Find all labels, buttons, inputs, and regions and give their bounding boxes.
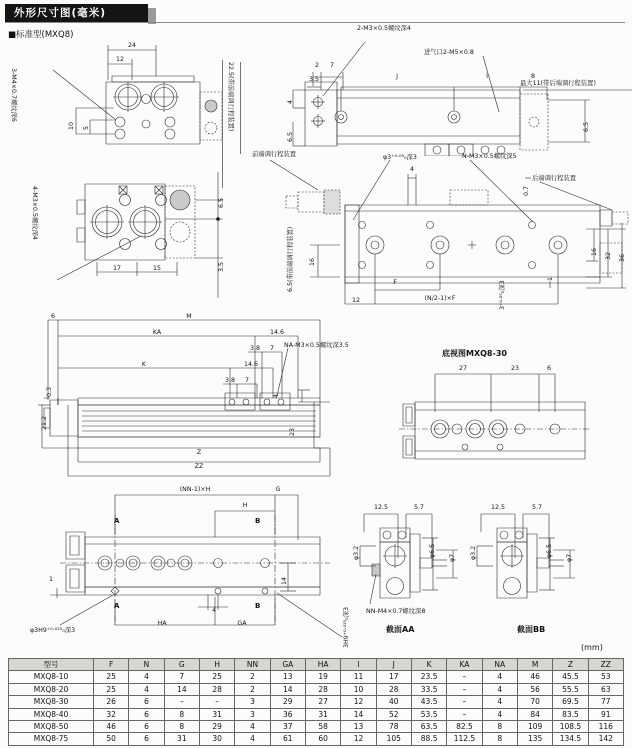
bv-dim-15: 15: [152, 265, 162, 272]
table-cell: 6: [129, 708, 164, 720]
column-header: I: [341, 659, 376, 671]
table-cell: MXQ8-30: [9, 696, 94, 708]
table-cell: 6: [129, 721, 164, 733]
sv-dim-F: F: [393, 279, 397, 286]
table-cell: 135: [517, 733, 552, 745]
bv-dim-3-5: 3.5: [218, 261, 225, 272]
column-header: J: [376, 659, 411, 671]
fv-dim-24: 24: [127, 42, 137, 49]
table-cell: 4: [482, 708, 517, 720]
table-cell: 14: [341, 708, 376, 720]
table-cell: –: [447, 696, 482, 708]
table-cell: 17: [376, 671, 411, 683]
aa-dim-3-2: φ3.2: [353, 545, 360, 560]
table-row: [9, 733, 624, 745]
column-header: 型号: [9, 659, 94, 671]
mv-dim-GA: GA: [237, 620, 247, 627]
table-cell: 43.5: [411, 696, 446, 708]
table-cell: 6: [129, 696, 164, 708]
column-header: NA: [482, 659, 517, 671]
bv-dim-6-5: 6.5: [218, 197, 225, 208]
bb-title: 截面BB: [517, 625, 546, 634]
ev-dim-M: M: [186, 313, 192, 320]
pv-dim-6-5-right: 6.5: [583, 121, 590, 132]
sv-dim-36: 36: [619, 253, 626, 262]
column-header: G: [164, 659, 199, 671]
mv-dim-4: 4: [211, 607, 217, 614]
bb-dim-5-7: 5.7: [531, 504, 543, 511]
table-cell: 69.5: [553, 696, 588, 708]
table-cell: 28: [376, 683, 411, 695]
pv-dim-4: 4: [287, 99, 294, 104]
pv-port-note: 进气口2-M5×0.8: [424, 49, 474, 56]
table-cell: 4: [129, 671, 164, 683]
section-aa-drawing: [352, 498, 462, 613]
table-cell: 82.5: [447, 721, 482, 733]
aa-title: 截面AA: [386, 625, 415, 634]
table-cell: 88.5: [411, 733, 446, 745]
table-cell: 7: [164, 671, 199, 683]
column-header: GA: [270, 659, 305, 671]
ev-dim-K: K: [141, 361, 147, 368]
table-cell: 30: [199, 733, 234, 745]
sv-dim-NF: (N/2-1)×F: [424, 295, 456, 302]
mv-dim-14: 14: [281, 576, 288, 585]
table-cell: 8: [482, 721, 517, 733]
ev-dim-21-2: 21.2: [41, 415, 48, 430]
table-cell: –: [447, 671, 482, 683]
pv-dim-J: J: [396, 73, 398, 80]
table-cell: –: [199, 696, 234, 708]
bb-dim-7: φ7: [566, 553, 573, 562]
mv-dim-H: H: [242, 502, 248, 509]
table-cell: 142: [588, 733, 623, 745]
ev-thread-note: NA-M3×0.5螺纹深3.5: [284, 342, 349, 349]
boundary-line: [222, 60, 223, 188]
table-cell: 8: [164, 721, 199, 733]
bv30-dim-6: 6: [546, 365, 552, 372]
bb-dim-3-2: φ3.2: [470, 545, 477, 560]
table-cell: 28: [305, 683, 340, 695]
boundary-line: [240, 62, 241, 154]
table-cell: 3: [235, 696, 270, 708]
ev-dim-7b: 7: [244, 377, 250, 384]
mount-view-drawing: [30, 485, 365, 655]
pv-dim-3-5: 3.5: [308, 76, 320, 83]
aa-dim-6-5: φ6.5: [429, 543, 436, 558]
table-cell: MXQ8-40: [9, 708, 94, 720]
bottom-view-drawing: [55, 172, 240, 298]
fv-dim-12: 12: [115, 56, 125, 63]
mv-section-B-bottom: B: [255, 602, 261, 610]
sv-dim-0-7: 0.7: [523, 185, 530, 196]
table-cell: 13: [341, 721, 376, 733]
table-cell: 4: [235, 721, 270, 733]
fv-dim-5: 5: [83, 125, 90, 130]
table-cell: 31: [164, 733, 199, 745]
table-cell: 8: [482, 733, 517, 745]
table-row: [9, 671, 624, 683]
sv-front-adjuster-note: 前端调行程装置: [252, 151, 297, 158]
table-row: [9, 683, 624, 695]
table-cell: 29: [199, 721, 234, 733]
table-cell: 25: [199, 671, 234, 683]
table-cell: 56: [517, 683, 552, 695]
table-cell: 25: [94, 671, 129, 683]
sv-pin-bottom-note: 3⁺⁰·⁰⁵₀深3: [499, 280, 506, 310]
table-cell: 63.5: [411, 721, 446, 733]
table-cell: 2: [235, 671, 270, 683]
table-cell: 45.5: [553, 671, 588, 683]
front-view-drawing: [50, 40, 242, 168]
pv-dim-8: 8: [530, 73, 536, 80]
table-cell: 116: [588, 721, 623, 733]
pv-dim-6-5-left: 6.5: [287, 131, 294, 142]
table-cell: 55.5: [553, 683, 588, 695]
side-view-drawing: [240, 148, 632, 315]
bv30-title: 底视图MXQ8-30: [442, 349, 507, 358]
sv-dim-32: 32: [605, 251, 612, 260]
ev-dim-KA: KA: [152, 329, 162, 336]
pv-dim-I: I: [486, 73, 488, 80]
table-cell: 84: [517, 708, 552, 720]
sv-dim-12: 12: [351, 297, 361, 304]
table-cell: 32: [94, 708, 129, 720]
table-cell: –: [447, 708, 482, 720]
section-bb-drawing: [469, 498, 579, 613]
pv-max-note: 最大11(带后端调行程装置): [520, 80, 596, 87]
table-cell: 91: [588, 708, 623, 720]
mv-dim-HA: HA: [157, 620, 167, 627]
sv-thread-note: N-M3×0.5螺纹深5: [462, 153, 517, 160]
table-cell: 27: [305, 696, 340, 708]
table-cell: 40: [376, 696, 411, 708]
table-cell: –: [164, 696, 199, 708]
mv-section-A-top: A: [114, 517, 120, 525]
bb-dim-6-5: φ6.5: [546, 543, 553, 558]
page-subtitle: ■标准型(MXQ8): [8, 30, 74, 40]
sv-dim-16-right: 16: [591, 247, 598, 256]
table-row: [9, 708, 624, 720]
table-cell: 108.5: [553, 721, 588, 733]
column-header: NN: [235, 659, 270, 671]
bv30-dim-27: 27: [458, 365, 468, 372]
table-cell: 23.5: [411, 671, 446, 683]
table-cell: 26: [94, 696, 129, 708]
table-cell: 46: [94, 721, 129, 733]
table-cell: 14: [270, 683, 305, 695]
aa-dim-5-7: 5.7: [413, 504, 425, 511]
sv-stroke-note: 6.5(带前端调行程装置): [287, 226, 294, 292]
pv-thread-note: 2-M3×0.5螺纹深4: [357, 25, 411, 32]
column-header: Z: [553, 659, 588, 671]
table-cell: 70: [517, 696, 552, 708]
table-cell: 4: [482, 683, 517, 695]
table-cell: 2: [235, 683, 270, 695]
table-cell: 10: [341, 683, 376, 695]
table-cell: 134.5: [553, 733, 588, 745]
table-cell: 25: [94, 683, 129, 695]
table-cell: 60: [305, 733, 340, 745]
table-cell: 4: [482, 696, 517, 708]
table-row: [9, 696, 624, 708]
table-cell: 12: [341, 733, 376, 745]
mv-dim-G: G: [275, 486, 281, 493]
table-cell: 8: [164, 708, 199, 720]
table-cell: 83.5: [553, 708, 588, 720]
elevation-drawing: [30, 312, 365, 484]
table-cell: 109: [517, 721, 552, 733]
table-cell: 61: [270, 733, 305, 745]
aa-dim-12-5: 12.5: [373, 504, 389, 511]
table-cell: 28: [199, 683, 234, 695]
bb-dim-12-5: 12.5: [490, 504, 506, 511]
ev-dim-6: 6: [50, 313, 56, 320]
column-header: N: [129, 659, 164, 671]
ev-dim-ZZ: ZZ: [194, 463, 204, 470]
table-cell: MXQ8-20: [9, 683, 94, 695]
table-cell: 14: [164, 683, 199, 695]
sv-rear-adjuster-note: 后端调行程装置: [532, 175, 577, 182]
table-cell: 112.5: [447, 733, 482, 745]
bv-thread-note: 4-M3×0.5螺纹深4: [31, 186, 38, 240]
table-cell: 37: [270, 721, 305, 733]
sv-dim-4: 4: [409, 166, 415, 173]
mv-dim-1: 1: [49, 576, 54, 583]
column-header: HA: [305, 659, 340, 671]
table-header-row: [9, 659, 624, 671]
sv-dim-16-left: 16: [309, 257, 316, 266]
mv-pin-note-right: 3H9⁺⁰·⁰²⁵₀深3: [343, 607, 350, 648]
table-cell: MXQ8-50: [9, 721, 94, 733]
table-cell: 50: [94, 733, 129, 745]
sv-dim-1: 1: [547, 276, 554, 281]
table-cell: 33.5: [411, 683, 446, 695]
bv30-dim-23: 23: [510, 365, 520, 372]
units-label: (mm): [581, 643, 603, 652]
column-header: M: [517, 659, 552, 671]
ev-dim-23: 23: [289, 427, 296, 436]
table-cell: 58: [305, 721, 340, 733]
table-cell: 29: [270, 696, 305, 708]
aa-dim-7: φ7: [449, 553, 456, 562]
table-cell: 13: [270, 671, 305, 683]
mv-dim-NNH: (NN-1)×H: [179, 486, 211, 493]
table-cell: 6: [129, 733, 164, 745]
table-cell: MXQ8-75: [9, 733, 94, 745]
table-cell: 105: [376, 733, 411, 745]
table-cell: 3: [235, 708, 270, 720]
aa-thread-note: NN-M4×0.7螺纹深8: [366, 608, 426, 615]
mv-pin-note-left: φ3H9⁺⁰·⁰²⁵₀深3: [30, 627, 76, 634]
pv-dim-7: 7: [329, 62, 335, 69]
table-cell: 11: [341, 671, 376, 683]
mv-section-B-top: B: [255, 517, 261, 525]
table-cell: 52: [376, 708, 411, 720]
table-row: [9, 721, 624, 733]
table-cell: 36: [270, 708, 305, 720]
column-header: H: [199, 659, 234, 671]
title-rule: [5, 22, 625, 23]
table-cell: 31: [199, 708, 234, 720]
fv-dim-10: 10: [68, 121, 75, 130]
table-cell: –: [447, 683, 482, 695]
plan-view-drawing: [285, 42, 632, 156]
mv-section-A-bottom: A: [114, 602, 120, 610]
table-cell: 46: [517, 671, 552, 683]
column-header: KA: [447, 659, 482, 671]
ev-dim-3-8b: 3.8: [224, 377, 236, 384]
fv-thread-note: 3-M4×0.7螺纹深6: [10, 68, 17, 122]
sv-pin-note: φ3⁺⁰·⁰⁵₀深3: [383, 154, 417, 161]
ev-dim-Z: Z: [196, 449, 202, 456]
bv-dim-17: 17: [112, 265, 122, 272]
ev-dim-7a: 7: [269, 345, 275, 352]
table-cell: 53.5: [411, 708, 446, 720]
fv-stroke-note: 22.5(带前端调行程装置): [227, 62, 234, 132]
table-cell: 4: [482, 671, 517, 683]
table-cell: 4: [235, 733, 270, 745]
table-cell: MXQ8-10: [9, 671, 94, 683]
table-cell: 4: [129, 683, 164, 695]
ev-dim-4: 4: [273, 393, 280, 398]
table-cell: 12: [341, 696, 376, 708]
page-title: 外形尺寸图(毫米): [5, 4, 148, 22]
table-cell: 77: [588, 696, 623, 708]
table-cell: 19: [305, 671, 340, 683]
column-header: ZZ: [588, 659, 623, 671]
ev-dim-0-3: 0.3: [46, 386, 53, 397]
table-cell: 31: [305, 708, 340, 720]
ev-dim-14-6a: 14.6: [269, 329, 285, 336]
table-cell: 78: [376, 721, 411, 733]
column-header: K: [411, 659, 446, 671]
ev-dim-14-6b: 14.6: [243, 361, 259, 368]
table-cell: 53: [588, 671, 623, 683]
ev-dim-3-8a: 3.8: [249, 345, 261, 352]
dimension-table: [8, 658, 624, 746]
pv-dim-2: 2: [314, 62, 320, 69]
column-header: F: [94, 659, 129, 671]
table-cell: 63: [588, 683, 623, 695]
